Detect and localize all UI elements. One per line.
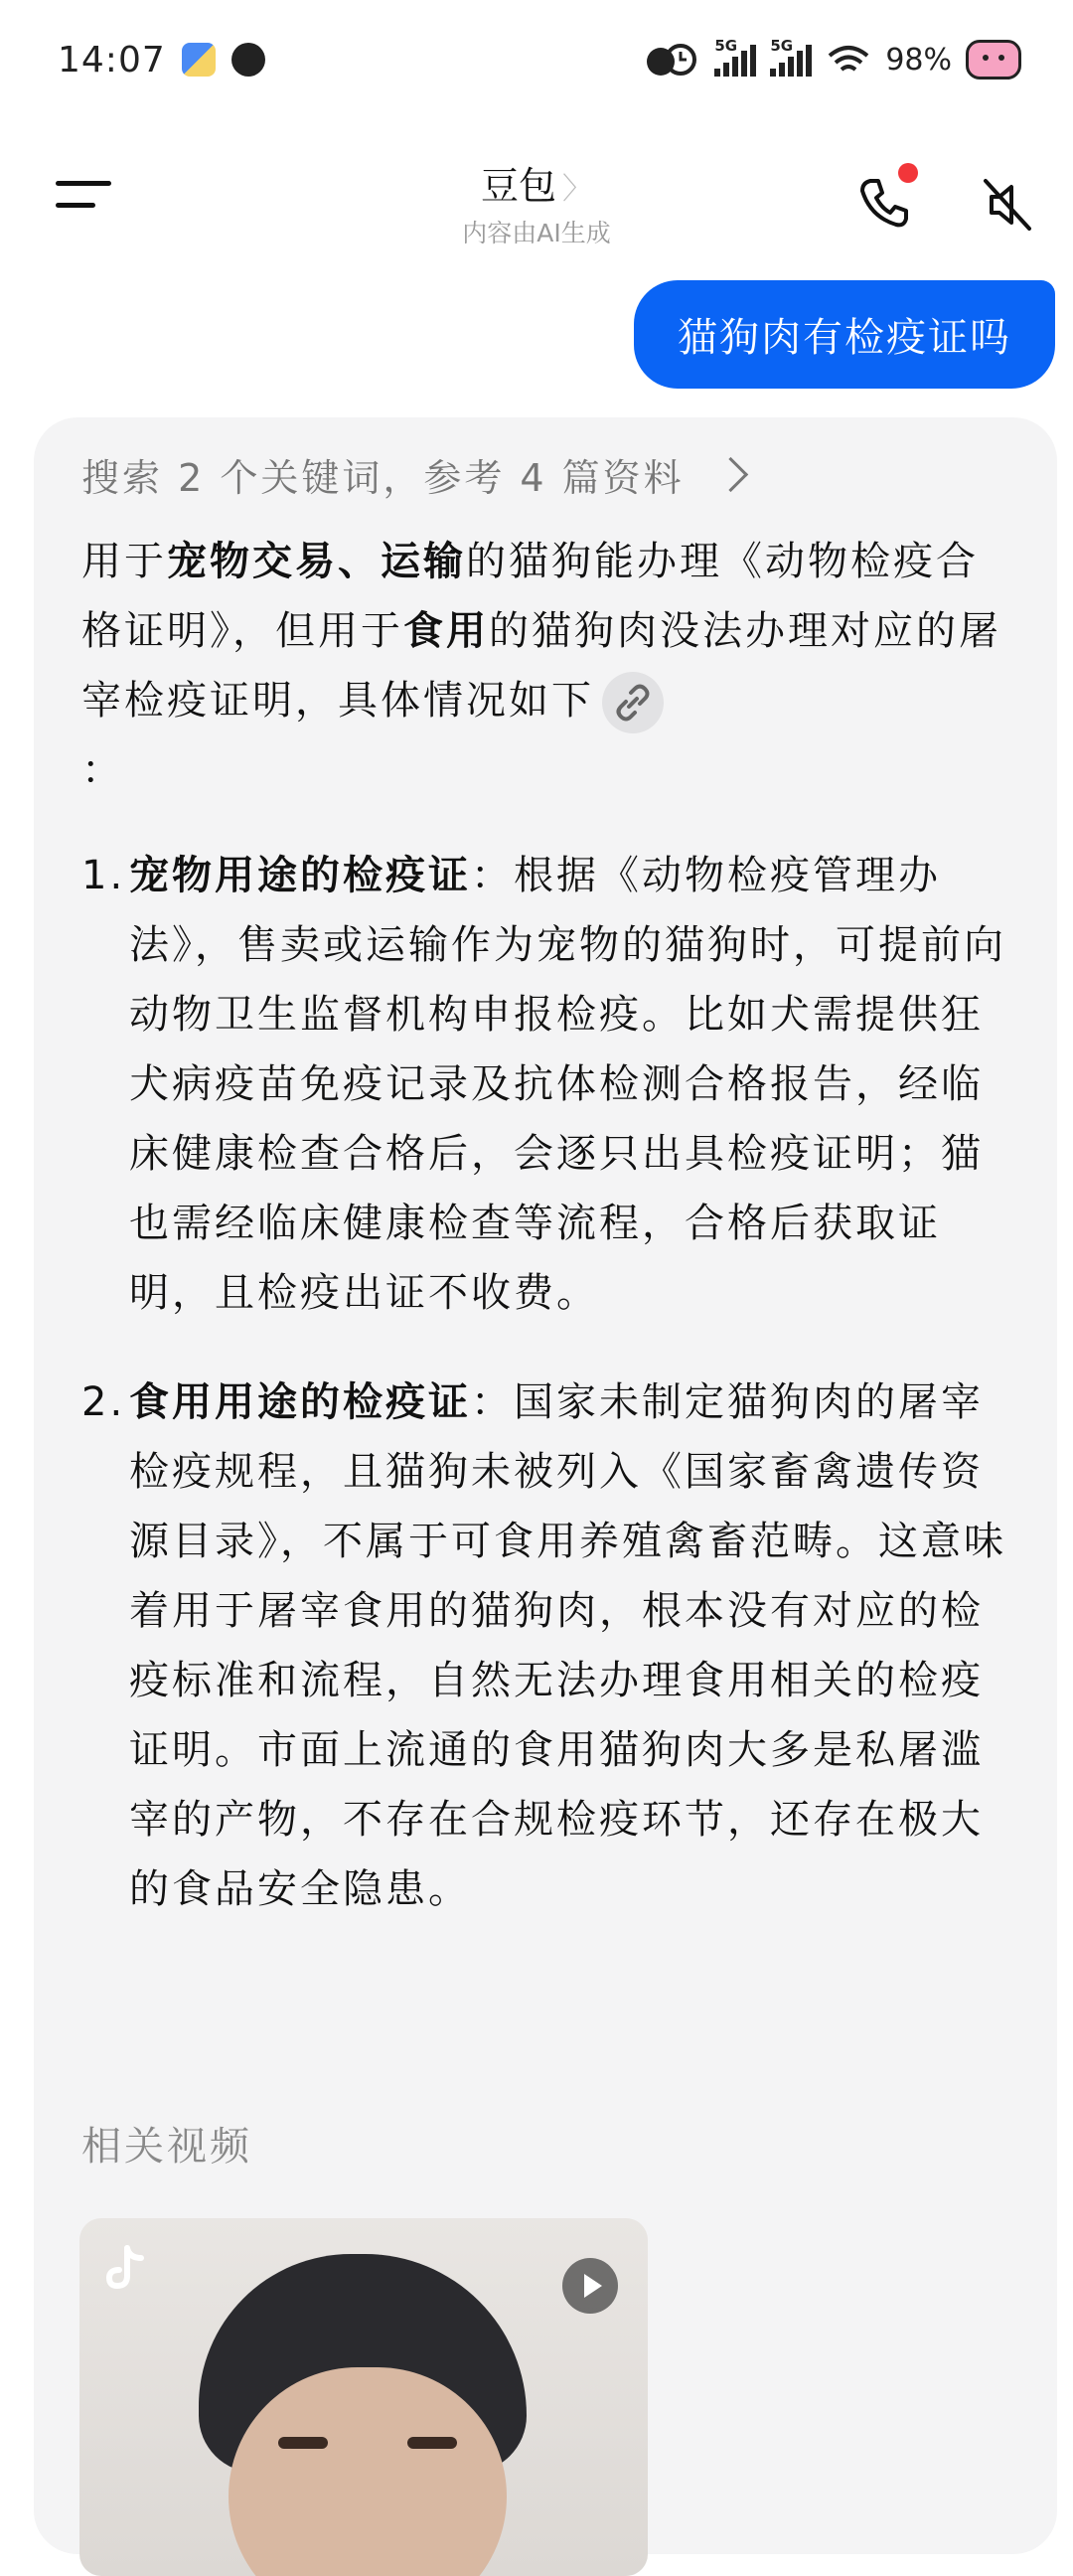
video-thumbnail[interactable] <box>79 2218 648 2576</box>
status-right <box>641 37 1021 80</box>
title-chevron-icon: 〉 <box>562 172 592 207</box>
list-item-text: 国家未制定猫狗肉的屠宰检疫规程，且猫狗未被列入《国家畜禽遗传资源目录》，不属于可食用养殖禽畜范畴。这意味着用于屠宰食用的猫狗肉，根本没有对应的检疫标准和流程，自然无法办理食用相关的检疫证明。市面上流通的食用猫狗肉大多是私屠滥宰的产物，不存在合规检疫环节，还存在极大的食品安全隐患。 <box>129 1379 1006 1912</box>
signal-2-icon <box>770 37 812 77</box>
answer-body <box>81 527 1015 1964</box>
play-icon[interactable] <box>562 2258 618 2314</box>
related-videos-title: 相关视频 <box>81 2124 252 2170</box>
chat-header <box>0 139 1073 268</box>
list-item: 2. 食用用途的检疫证：国家未制定猫狗肉的屠宰检疫规程，且猫狗未被列入《国家畜禽遗传资源目录》，不属于可食用养殖禽畜范畴。这意味着用于屠宰食用的猫狗肉，根本没有对应的检疫标准和流程，自然无法办理食用相关的检疫证明。市面上流通的食用猫狗肉大多是私屠滥宰的产物，不存在合规检疫环节，还存在极大的食品安全隐患。 <box>81 1368 1015 1924</box>
answer-list <box>81 841 1015 1924</box>
page-title: 豆包 <box>480 164 556 208</box>
list-item-number: 2. <box>81 1379 126 1425</box>
notification-dot <box>898 163 918 183</box>
status-time: 14:07 <box>58 39 166 80</box>
tiktok-icon <box>105 2244 145 2292</box>
list-item: 1. 宠物用途的检疫证：根据《动物检疫管理办法》，售卖或运输作为宠物的猫狗时，可提前向动物卫生监督机构申报检疫。比如犬需提供狂犬病疫苗免疫记录及抗体检测合格报告，经临床健康检查合格后，会逐只出具检疫证明；猫也需经临床健康检查等流程，合格后获取证明，且检疫出证不收费。 <box>81 841 1015 1328</box>
status-left <box>58 40 265 80</box>
list-item-text: 根据《动物检疫管理办法》，售卖或运输作为宠物的猫狗时，可提前向动物卫生监督机构申报检疫。比如犬需提供狂犬病疫苗免疫记录及抗体检测合格报告，经临床健康检查合格后，会逐只出具检疫证明；猫也需经临床健康检查等流程，合格后获取证明，且检疫出证不收费。 <box>129 853 1006 1316</box>
battery-percent: 98% <box>885 42 952 78</box>
network-label-2: 5G <box>770 37 794 55</box>
phone-icon[interactable] <box>856 175 912 231</box>
speaker-mute-icon[interactable] <box>978 175 1037 235</box>
search-summary-text: 搜索 2 个关键词，参考 4 篇资料 <box>81 456 685 500</box>
alarm-icon <box>641 40 700 80</box>
list-item-number: 1. <box>81 853 126 898</box>
reference-link-icon[interactable] <box>602 672 664 733</box>
list-item-title: 食用用途的检疫证 <box>129 1379 471 1425</box>
answer-card <box>34 417 1057 2554</box>
list-item-title: 宠物用途的检疫证 <box>129 853 471 898</box>
ai-disclaimer: 内容由AI生成 <box>462 219 611 247</box>
search-summary[interactable] <box>81 447 743 502</box>
answer-intro: 用于宠物交易、运输的猫狗能办理《动物检疫合格证明》，但用于食用的猫狗肉没法办理对应的屠宰检疫证明，具体情况如下 ： <box>81 539 1001 793</box>
network-label-1: 5G <box>714 37 738 55</box>
user-message-bubble[interactable]: 猫狗肉有检疫证吗 <box>634 280 1055 389</box>
app-notification-icon <box>182 43 216 77</box>
status-bar <box>0 0 1073 119</box>
wifi-icon <box>826 42 871 78</box>
wechat-icon <box>231 43 265 77</box>
chevron-right-icon <box>712 457 747 492</box>
signal-1-icon <box>714 37 756 77</box>
battery-icon <box>966 40 1021 80</box>
